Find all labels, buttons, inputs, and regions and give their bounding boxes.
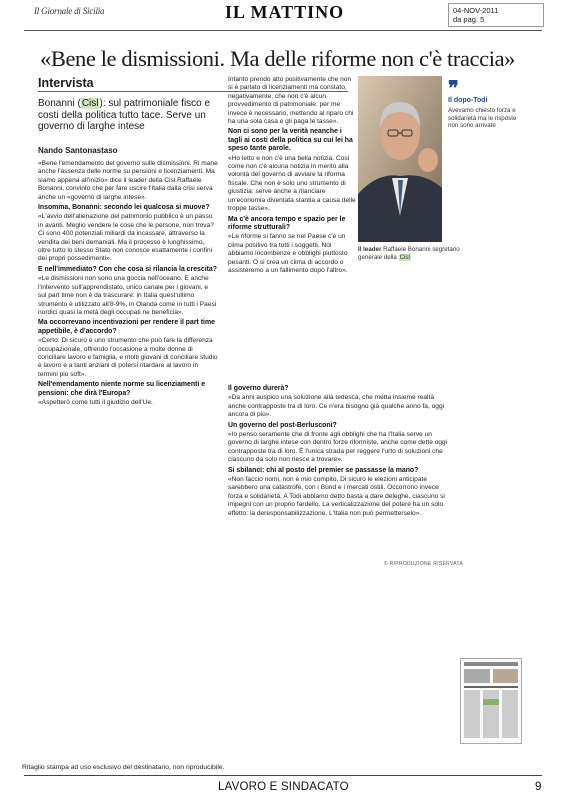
headline: «Bene le dismissioni. Ma delle riforme non c'è traccia» <box>40 46 516 71</box>
copyright-note: © RIPRODUZIONE RISERVATA <box>384 561 464 567</box>
body-paragraph: «Le dismissioni non sono una goccia nell'oceano. E anche l'intervento sull'apprendistato, unico canale per i giovani, e sul part time non è da trascurare: in Italia quest'ultimo strumento è utilizzato all'8-9%, in Olanda come in tutti i Paesi nordici quasi la metà degli occupati ne beneficia». <box>38 275 217 316</box>
body-paragraph: «Da anni auspico una soluzione alla tedesca, che metta insieme realtà anche contrapposte tra di loro. Ce n'era bisogno già qualche anno fa, oggi ancora di più». <box>228 394 445 419</box>
interview-question: Si sbilanci: chi al posto del premier se passasse la mano? <box>228 466 419 474</box>
section-name: LAVORO E SINDACATO <box>218 781 349 793</box>
page-number: 9 <box>535 781 542 793</box>
footer-rule <box>24 775 542 776</box>
newspaper-masthead: IL MATTINO <box>225 2 345 22</box>
portrait-photo <box>358 76 442 242</box>
interview-question: Non ci sono per la verità neanche i tagli ai costi della politica su cui lei ha speso tante parole. <box>228 128 353 153</box>
interview-question: E nell'immediato? Con che cosa si rilancia la crescita? <box>38 265 217 273</box>
body-column-2 <box>228 76 356 276</box>
source-logo: Il Giornale di Sicilia <box>34 6 105 16</box>
header-rule <box>24 30 542 31</box>
body-paragraph: «Le riforme si fanno se nel Paese c'è un clima positivo tra tutti i soggetti. Noi abbiamo incombenze e obblighi piuttosto pesanti. O si crea un clima di accordo o assisteremo a un fallimento dopo l'altro». <box>228 233 348 274</box>
date-value: 04-NOV-2011 <box>453 6 499 15</box>
body-paragraph: Intanto prendo atto positivamente che non si è parlato di licenziamenti ma constato, negativamente, che non c'è alcun provvedimento di patrimoniale: per me invece è necessario, mettendo al riparo chi ha una sola casa e gli paga le tasse». <box>228 76 354 126</box>
cisl-highlight: Cisl <box>81 98 99 109</box>
page-thumbnail <box>460 658 522 744</box>
footer-note: Ritaglio stampa ad uso esclusivo del destinatario, non riproducibile. <box>22 764 225 771</box>
pull-quote-title: Il dopo-Todi <box>448 97 488 104</box>
quote-mark-icon: ❞ <box>448 78 459 100</box>
caption-text: Raffaele Bonanni segretario generale della <box>358 246 460 261</box>
pull-quote-text: Avevamo chiesto forza e solidarietà ma le risposte non sono arrivate <box>448 107 517 130</box>
summary-after: ): sul patrimoniale fisco e costi della politica tutto tace. Serve un governo di larghe intese <box>38 98 211 132</box>
interview-question: Un governo del post-Berlusconi? <box>228 421 337 429</box>
byline: Nando Santonastaso <box>38 146 118 155</box>
body-paragraph: «Certo. Di sicuro è uno strumento che può fare la differenza occupazionale, offrendo l'occasione a molte donne di conciliare lavoro e famiglia, e molti giovani di conciliare studio e lavoro e a tanti anziani di potersi ritardare al lavoro in termini più soft». <box>38 337 218 378</box>
caption-bold: Il leader <box>358 246 382 253</box>
body-paragraph: «L'avvio dell'alienazione del patrimonio pubblico è un passo in avanti. Meglio vendere le cose che le persone, non trova? Ci sono 400 potenziali miliardi da incassare, attraverso la vendita dei beni demaniali. Ma il processo è lunghissimo, oltre tutto lo stesso Stato non conosce esattamente i confini dei propri possedimenti». <box>38 213 214 263</box>
body-column-2-lower <box>228 383 450 519</box>
interview-question: Nell'emendamento niente norme su licenziamenti e pensioni: che dirà l'Europa? <box>38 381 206 397</box>
body-paragraph: «Ho letto e non c'è una bella notizia. Così come non c'è alcuna notizia in merito alla volontà del governo di avviare la riforma fiscale. Che non è solo uno strumento di giustizia: serve anche a rilanciare un'economia diventata stantia a causa delle troppe tasse». <box>228 154 356 213</box>
interview-question: Ma occorrevano incentivazioni per rendere il part time appetibile, è d'accordo? <box>38 319 215 335</box>
body-paragraph: «Bene l'emendamento del governo sulle dismissioni. Ri mane anche l'assenza delle norme su pensioni e licenziamenti. Ma siamo appena all'inizio» dice il leader della Cisl Raffaele Bonanni, convinto che per fare uscire l'Italia dalla crisi serva anche un «governo di larghe intese». <box>38 160 218 201</box>
photo-caption <box>358 246 468 261</box>
body-column-1 <box>38 160 218 408</box>
page-reference: da pag. 5 <box>453 15 485 24</box>
summary <box>38 98 213 133</box>
body-paragraph: «Aspetterò come tutti il giudizio dell'Ue. <box>38 398 153 406</box>
interview-question: Il governo durerà? <box>228 385 289 392</box>
kicker-label: Intervista <box>38 76 94 90</box>
body-paragraph: «Io penso seramente che di fronte agli obblighi che ha l'Italia serve un governo di larghe intese con dentro forze riformiste, anche come dette oggi contrapposte tra di loro. È l'unica strada per reggere l'urto di soluzioni che ciascuno da solo non riesce a trovare». <box>228 431 448 464</box>
summary-before: Bonanni ( <box>38 98 81 109</box>
body-paragraph: «Non faccio nomi, non è mio compito. Di sicuro le elezioni anticipate sarebbero una catastrofe, con i Bund e i mercati ostili. Occorrono invece forza e solidarietà. A Todi abbiamo detto basta a dare deleghe, ciascuno si impegni con un proprio fardello. La verticalizzazione del potere ha un solo effetto: la deresponsabilizzazione. L'Italia non può permetterselo». <box>228 476 445 517</box>
interview-question: Insomma, Bonanni: secondo lei qualcosa si muove? <box>38 204 210 212</box>
caption-cisl-highlight: Cisl <box>399 253 410 261</box>
date-box <box>448 3 544 27</box>
interview-question: Ma c'è ancora tempo e spazio per le riforme strutturali? <box>228 215 346 231</box>
